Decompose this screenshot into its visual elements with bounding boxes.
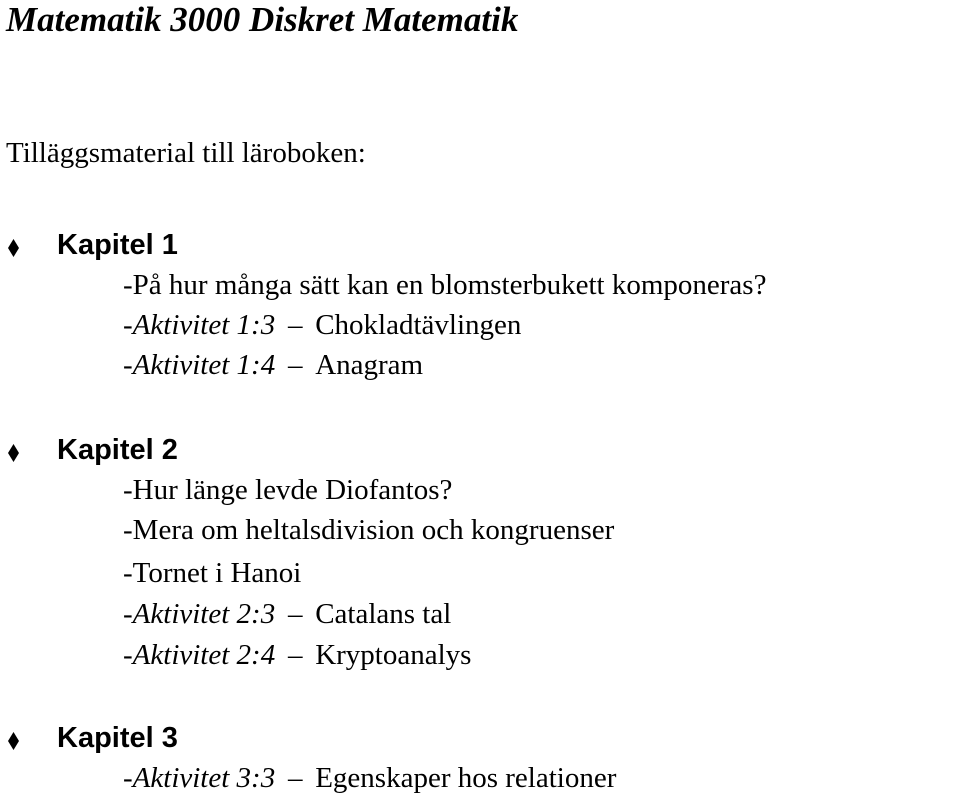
diamond-bullet-icon xyxy=(8,444,19,462)
activity-name: Egenskaper hos relationer xyxy=(315,762,617,794)
item-prefix: - xyxy=(123,639,133,671)
activity-name: Chokladtävlingen xyxy=(315,309,522,341)
item-text: -Mera om heltalsdivision och kongruenser xyxy=(123,514,615,546)
list-item xyxy=(123,637,471,673)
page-title: Matematik 3000 Diskret Matematik xyxy=(6,0,519,39)
activity-name: Anagram xyxy=(315,349,424,381)
list-item xyxy=(123,596,451,632)
item-text: -På hur många sätt kan en blomsterbukett komponeras? xyxy=(123,269,767,301)
diamond-bullet-icon xyxy=(8,239,19,257)
item-prefix: - xyxy=(123,598,133,630)
item-prefix: - xyxy=(123,309,133,341)
activity-name: Kryptoanalys xyxy=(315,639,472,671)
list-item xyxy=(123,267,766,303)
intro-text: Tilläggsmaterial till läroboken: xyxy=(6,137,366,169)
list-item xyxy=(123,307,521,343)
activity-label: Aktivitet 3:3 xyxy=(132,762,276,794)
item-prefix: - xyxy=(123,762,133,794)
item-dash: – xyxy=(287,349,303,381)
item-prefix: - xyxy=(123,349,133,381)
list-item xyxy=(123,472,452,508)
list-item xyxy=(123,760,616,796)
activity-label: Aktivitet 1:4 xyxy=(132,349,276,381)
list-item xyxy=(123,347,423,383)
diamond-bullet-icon xyxy=(8,732,19,750)
activity-name: Catalans tal xyxy=(315,598,452,630)
list-item xyxy=(123,512,614,548)
chapter-title: Kapitel 3 xyxy=(57,722,178,754)
item-dash: – xyxy=(287,598,303,630)
activity-label: Aktivitet 2:4 xyxy=(132,639,276,671)
activity-label: Aktivitet 2:3 xyxy=(132,598,276,630)
item-text: -Tornet i Hanoi xyxy=(123,557,302,589)
item-dash: – xyxy=(287,309,303,341)
chapter-title: Kapitel 2 xyxy=(57,434,178,466)
activity-label: Aktivitet 1:3 xyxy=(132,309,276,341)
item-text: -Hur länge levde Diofantos? xyxy=(123,474,453,506)
chapter-title: Kapitel 1 xyxy=(57,229,178,261)
list-item xyxy=(123,555,301,591)
item-dash: – xyxy=(287,639,303,671)
item-dash: – xyxy=(287,762,303,794)
